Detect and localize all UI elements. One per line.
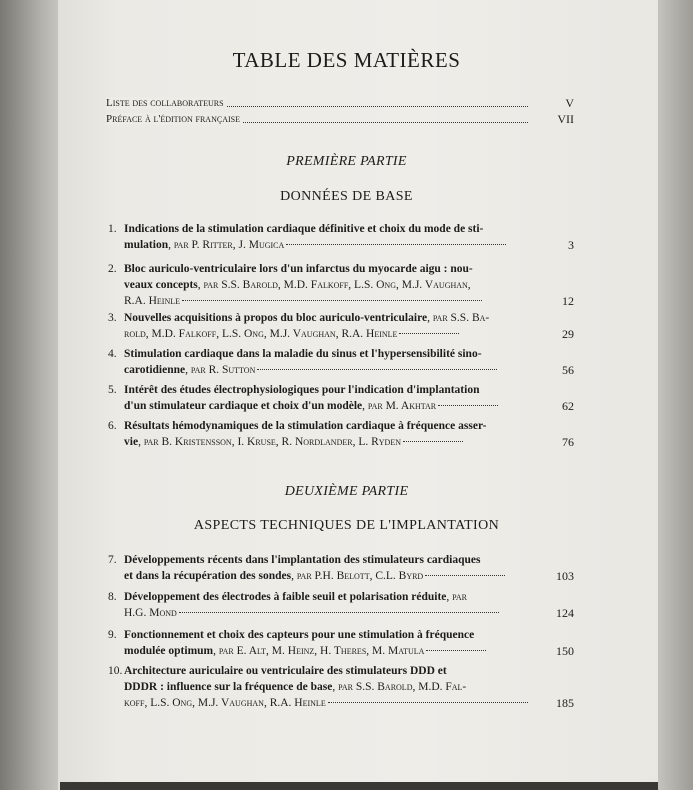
entry-page: 56 xyxy=(562,363,574,377)
entry-title-line: mulation xyxy=(124,239,169,251)
entry-number: 1. xyxy=(108,223,117,235)
entry-title-line: Développements récents dans l'implantation des stimulateurs cardiaques xyxy=(124,554,481,566)
toc-entry-5 xyxy=(108,382,578,414)
entry-title-line: et dans la récupération des sondes xyxy=(124,570,292,582)
entry-authors: , par S.S. Ba- xyxy=(427,312,490,324)
entry-authors: , par M. Akhtar xyxy=(362,400,437,412)
entry-authors: , par P.H. Belott, C.L. Byrd xyxy=(291,570,424,582)
entry-title-line: Stimulation cardiaque dans la maladie du sinus et l'hypersensibilité sino- xyxy=(124,348,482,360)
toc-entry-2 xyxy=(108,261,578,309)
front-matter-page: VII xyxy=(557,112,574,126)
front-matter-row-collaborateurs xyxy=(106,97,574,113)
toc-entry-3 xyxy=(108,310,578,342)
leader-dots xyxy=(182,299,482,301)
entry-authors: rold, M.D. Falkoff, L.S. Ong, M.J. Vaughan, R.A. Heinle xyxy=(124,328,398,340)
leader-dots xyxy=(403,440,463,442)
entry-number: 4. xyxy=(108,348,117,360)
toc-entry-10 xyxy=(108,663,578,711)
entry-page: 103 xyxy=(556,569,574,583)
entry-page: 76 xyxy=(562,435,574,449)
front-matter-row-preface xyxy=(106,113,574,129)
leader-dots xyxy=(179,611,499,613)
leader-dots xyxy=(438,404,498,406)
entry-title-line: vie xyxy=(124,436,139,448)
entry-title-line: DDDR : influence sur la fréquence de base xyxy=(124,681,333,693)
entry-number: 2. xyxy=(108,263,117,275)
leader-dots xyxy=(425,574,505,576)
entry-authors: koff, L.S. Ong, M.J. Vaughan, R.A. Heinle xyxy=(124,697,326,709)
leader-dots xyxy=(426,649,486,651)
page-edge-shadow xyxy=(658,0,693,790)
toc-entry-7 xyxy=(108,552,578,584)
entry-title-line: Intérêt des études électrophysiologiques pour l'indication d'implantation xyxy=(124,384,480,396)
entry-title-line: Indications de la stimulation cardiaque définitive et choix du mode de sti- xyxy=(124,223,484,235)
page-title: TABLE DES MATIÈRES xyxy=(232,48,461,72)
part1-label: PREMIÈRE PARTIE xyxy=(286,154,407,169)
entry-page: 29 xyxy=(562,327,574,341)
front-matter-label: Liste des collaborateurs xyxy=(106,97,224,109)
entry-number: 8. xyxy=(108,591,117,603)
entry-number: 9. xyxy=(108,629,117,641)
front-matter-label: Préface à l'édition française xyxy=(106,113,240,125)
toc-entry-1 xyxy=(108,221,578,253)
toc-entry-8 xyxy=(108,589,578,621)
entry-authors: , par S.S. Barold, M.D. Fal- xyxy=(332,681,467,693)
entry-page: 150 xyxy=(556,644,574,658)
entry-authors: , par E. Alt, M. Heinz, H. Theres, M. Matula xyxy=(213,645,425,657)
toc-entry-4 xyxy=(108,346,578,378)
entry-number: 10. xyxy=(108,665,123,677)
entry-title-line: veaux concepts xyxy=(124,279,198,291)
entry-authors: , par S.S. Barold, M.D. Falkoff, L.S. Ong, M.J. Vaughan, xyxy=(197,279,471,291)
entry-number: 7. xyxy=(108,554,117,566)
book-gutter-shadow xyxy=(0,0,60,790)
entry-page: 62 xyxy=(562,399,574,413)
entry-authors: , par xyxy=(446,591,467,603)
entry-page: 3 xyxy=(568,238,574,252)
leader-dots xyxy=(257,368,497,370)
entry-title-line: Nouvelles acquisitions à propos du bloc auriculo-ventriculaire xyxy=(124,312,428,324)
entry-authors: , par P. Ritter, J. Mugica xyxy=(168,239,285,251)
entry-authors: R.A. Heinle xyxy=(124,295,181,307)
part1-name: DONNÉES DE BASE xyxy=(280,189,413,204)
toc-entry-9 xyxy=(108,627,578,659)
entry-page: 124 xyxy=(556,606,574,620)
entry-title-line: Architecture auriculaire ou ventriculaire des stimulateurs DDD et xyxy=(124,665,447,677)
toc-entry-6 xyxy=(108,418,578,450)
leader-dots xyxy=(286,243,506,245)
leader-dots xyxy=(399,332,459,334)
leader-dots xyxy=(328,701,528,703)
entry-page: 185 xyxy=(556,696,574,710)
entry-number: 3. xyxy=(108,312,117,324)
entry-title-line: Bloc auriculo-ventriculaire lors d'un infarctus du myocarde aigu : nou- xyxy=(124,263,473,275)
entry-authors: , par R. Sutton xyxy=(185,364,256,376)
entry-title-line: Résultats hémodynamiques de la stimulation cardiaque à fréquence asser- xyxy=(124,420,487,432)
entry-page: 12 xyxy=(562,294,574,308)
entry-authors: , par B. Kristensson, I. Kruse, R. Nordlander, L. Ryden xyxy=(138,436,401,448)
entry-authors: H.G. Mond xyxy=(124,607,177,619)
front-matter-page: V xyxy=(565,96,574,110)
entry-title-line: d'un stimulateur cardiaque et choix d'un modèle xyxy=(124,400,363,412)
entry-title-line: modulée optimum xyxy=(124,645,214,657)
entry-title-line: carotidienne xyxy=(124,364,186,376)
entry-number: 6. xyxy=(108,420,117,432)
entry-title-line: Fonctionnement et choix des capteurs pour une stimulation à fréquence xyxy=(124,629,475,641)
entry-number: 5. xyxy=(108,384,117,396)
part2-name: ASPECTS TECHNIQUES DE L'IMPLANTATION xyxy=(193,518,500,533)
part2-label: DEUXIÈME PARTIE xyxy=(284,484,409,499)
book-bottom-edge xyxy=(60,782,658,790)
entry-title-line: Développement des électrodes à faible seuil et polarisation réduite xyxy=(124,591,447,603)
